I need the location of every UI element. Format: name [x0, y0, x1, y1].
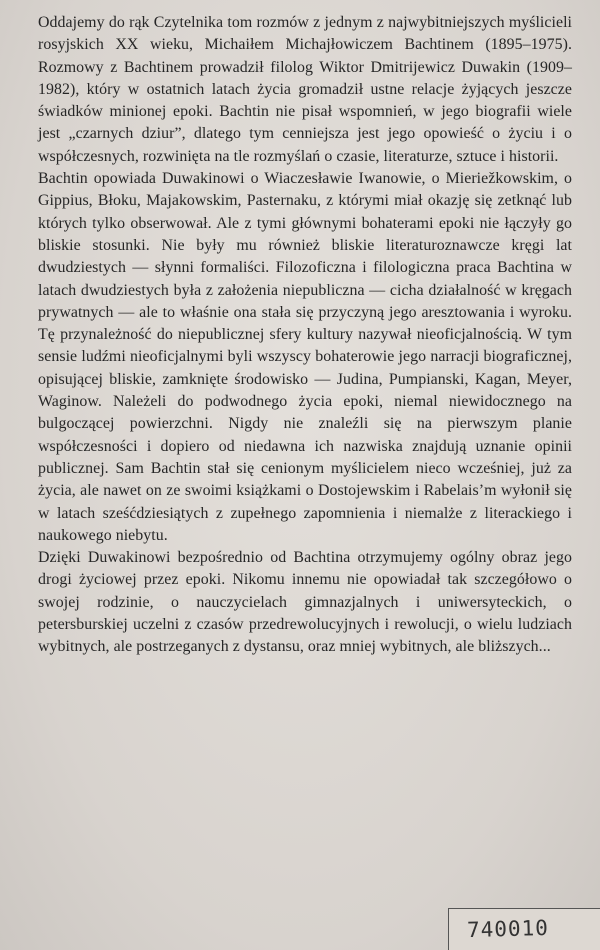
paragraph-2: Bachtin opowiada Duwakinowi o Wiaczesławie Iwanowie, o Mieriežkowskim, o Gippius, Błoku, Majakowskim, Pasternaku, z którymi miał okazję się zetknąć lub których tylko obserwował. Ale z tymi głównymi bohaterami epoki nie łączyły go bliskie stosunki. Nie były mu również bliskie literaturoznawcze kręgi lat dwudziestych — słynni formaliści. Filozoficzna i filologiczna praca Bachtina w latach dwudziestych była z założenia niepubliczna — cicha działalność w kręgach prywatnych — ale to właśnie ona stała się przyczyną jego aresztowania i wyroku. Tę przynależność do niepublicznej sfery kultury nazywał nieoficjalnością. W tym sensie ludźmi nieoficjalnymi byli wszyscy bohaterowie jego narracji biograficznej, opisującej bliskie, zamknięte środowisko — Judina, Pumpianski, Kagan, Meyer, Waginow. Należeli do podwodnego życia epoki, niemal niewidocznego na bulgoczącej powierzchni. Nigdy nie znaleźli się na pierwszym planie współczesności i dopiero od niedawna ich nazwiska znajdują uznanie opinii publicznej. Sam Bachtin stał się cenionym myślicielem nieco wcześniej, już za życia, ale nawet on ze swoimi książkami o Dostojewskim i Rabelais’m wyłonił się w latach sześćdziesiątych z zupełnego zapomnienia i niemalże z literackiego i naukowego niebytu.	[38, 170, 572, 544]
back-cover-text	[38, 12, 572, 659]
paragraph-3: Dzięki Duwakinowi bezpośrednio od Bachtina otrzymujemy ogólny obraz jego drogi życiowej przez epoki. Nikomu innemu nie opowiadał tak szczegółowo o swojej rodzinie, o nauczycielach gimnazjalnych i uniwersyteckich, o petersburskiej uczelni z czasów przedrewolucyjnych i rewolucji, o wielu ludziach wybitnych, ale postrzeganych z dystansu, oraz mniej wybitnych, ale bliższych...	[38, 549, 572, 656]
inventory-stamp	[448, 908, 600, 950]
inventory-number: 740010	[466, 915, 550, 943]
paragraph-1: Oddajemy do rąk Czytelnika tom rozmów z jednym z najwybitniejszych myślicieli rosyjskich XX wieku, Michaiłem Michajłowiczem Bachtinem (1895–1975). Rozmowy z Bachtinem prowadził filolog Wiktor Dmitrijewicz Duwakin (1909–1982), który w ostatnich latach życia gromadził ustne relacje żyjących jeszcze świadków minionej epoki. Bachtin nie pisał wspomnień, w jego biografii wiele jest „czarnych dziur”, dlatego tym cenniejsza jest jego opowieść o życiu i o współczesnych, rozwinięta na tle rozmyślań o czasie, literaturze, sztuce i historii.	[38, 14, 572, 165]
